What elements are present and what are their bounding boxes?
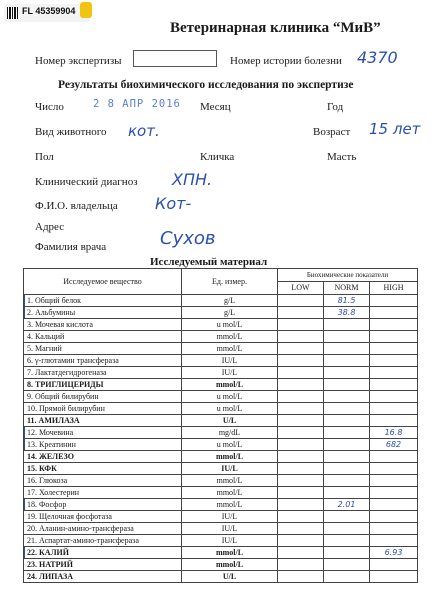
unit-cell: mmol/L <box>182 547 278 559</box>
high-cell <box>370 307 418 319</box>
high-cell <box>370 511 418 523</box>
norm-cell <box>324 439 370 451</box>
owner-label: Ф.И.О. владельца <box>35 200 118 212</box>
norm-cell: 38.8 <box>324 307 370 319</box>
norm-cell <box>324 547 370 559</box>
substance-cell: 14. ЖЕЛЕЗО <box>24 451 182 463</box>
col-group-header: Биохимические показатели <box>278 269 418 282</box>
unit-cell: mmol/L <box>182 451 278 463</box>
norm-cell <box>324 379 370 391</box>
table-row <box>24 343 418 355</box>
table-row <box>24 523 418 535</box>
yellow-sticker <box>80 2 92 18</box>
unit-cell: U/L <box>182 571 278 583</box>
substance-cell: 12. Мочевина <box>24 427 182 439</box>
table-row <box>24 415 418 427</box>
low-cell <box>278 547 324 559</box>
high-cell <box>370 415 418 427</box>
unit-cell: IU/L <box>182 511 278 523</box>
high-cell <box>370 451 418 463</box>
substance-cell: 10. Прямой билирубин <box>24 403 182 415</box>
norm-cell <box>324 415 370 427</box>
table-row <box>24 307 418 319</box>
unit-cell: u mol/L <box>182 391 278 403</box>
norm-cell <box>324 319 370 331</box>
material-title: Исследуемый материал <box>150 256 268 268</box>
table-row <box>24 559 418 571</box>
substance-cell: 8. ТРИГЛИЦЕРИДЫ <box>24 379 182 391</box>
unit-cell: mmol/L <box>182 343 278 355</box>
substance-cell: 9. Общий билирубин <box>24 391 182 403</box>
unit-cell: IU/L <box>182 523 278 535</box>
table-row <box>24 463 418 475</box>
clinic-title: Ветеринарная клиника “МиВ” <box>170 20 381 36</box>
table-row <box>24 367 418 379</box>
low-cell <box>278 427 324 439</box>
high-cell <box>370 391 418 403</box>
age-value: 15 лет <box>369 120 421 138</box>
substance-cell: 15. КФК <box>24 463 182 475</box>
low-cell <box>278 379 324 391</box>
table-row <box>24 355 418 367</box>
table-row <box>24 535 418 547</box>
norm-cell <box>324 487 370 499</box>
unit-cell: g/L <box>182 307 278 319</box>
unit-cell: mg/dL <box>182 427 278 439</box>
unit-cell: u mol/L <box>182 319 278 331</box>
high-cell <box>370 403 418 415</box>
high-cell <box>370 571 418 583</box>
high-cell <box>370 535 418 547</box>
coat-color-label: Масть <box>327 151 357 163</box>
table-row <box>24 331 418 343</box>
month-label: Месяц <box>200 101 231 113</box>
unit-cell: u mol/L <box>182 439 278 451</box>
unit-cell: mmol/L <box>182 475 278 487</box>
norm-cell <box>324 355 370 367</box>
year-label: Год <box>327 101 344 113</box>
col-low-header: LOW <box>278 282 324 295</box>
address-label: Адрес <box>35 221 65 233</box>
norm-cell <box>324 571 370 583</box>
barcode-text: FL 45359904 <box>22 6 76 16</box>
exam-number-field[interactable] <box>133 50 217 67</box>
low-cell <box>278 415 324 427</box>
norm-cell <box>324 403 370 415</box>
low-cell <box>278 391 324 403</box>
low-cell <box>278 487 324 499</box>
high-cell: 6.93 <box>370 547 418 559</box>
results-table <box>23 268 418 583</box>
norm-cell <box>324 559 370 571</box>
unit-cell: IU/L <box>182 463 278 475</box>
norm-cell <box>324 535 370 547</box>
low-cell <box>278 295 324 307</box>
table-row <box>24 499 418 511</box>
low-cell <box>278 559 324 571</box>
table-row <box>24 403 418 415</box>
norm-cell <box>324 427 370 439</box>
unit-cell: IU/L <box>182 535 278 547</box>
low-cell <box>278 571 324 583</box>
norm-cell <box>324 523 370 535</box>
substance-cell: 5. Магний <box>24 343 182 355</box>
doctor-label: Фамилия врача <box>35 241 107 253</box>
date-stamp: 2 8 АПР 2016 <box>93 98 181 110</box>
diagnosis-label: Клинический диагноз <box>35 176 138 188</box>
substance-cell: 4. Кальций <box>24 331 182 343</box>
substance-cell: 18. Фосфор <box>24 499 182 511</box>
col-substance-header: Исследуемое вещество <box>24 269 182 295</box>
low-cell <box>278 343 324 355</box>
substance-cell: 16. Глюкоза <box>24 475 182 487</box>
table-header-row <box>24 269 418 282</box>
diagnosis-value: ХПН. <box>172 170 213 189</box>
substance-cell: 3. Мочевая кислота <box>24 319 182 331</box>
norm-cell <box>324 367 370 379</box>
low-cell <box>278 319 324 331</box>
table-row <box>24 391 418 403</box>
high-cell <box>370 319 418 331</box>
low-cell <box>278 403 324 415</box>
low-cell <box>278 439 324 451</box>
substance-cell: 22. КАЛИЙ <box>24 547 182 559</box>
high-cell: 682 <box>370 439 418 451</box>
species-label: Вид животного <box>35 126 107 138</box>
substance-cell: 24. ЛИПАЗА <box>24 571 182 583</box>
unit-cell: IU/L <box>182 355 278 367</box>
high-cell <box>370 343 418 355</box>
unit-cell: mmol/L <box>182 331 278 343</box>
table-row <box>24 487 418 499</box>
low-cell <box>278 475 324 487</box>
high-cell <box>370 475 418 487</box>
high-cell <box>370 463 418 475</box>
low-cell <box>278 535 324 547</box>
substance-cell: 17. Холестерин <box>24 487 182 499</box>
low-cell <box>278 463 324 475</box>
substance-cell: 23. НАТРИЙ <box>24 559 182 571</box>
low-cell <box>278 511 324 523</box>
norm-cell <box>324 343 370 355</box>
table-row <box>24 439 418 451</box>
col-unit-header: Ед. измер. <box>182 269 278 295</box>
table-row <box>24 427 418 439</box>
unit-cell: mmol/L <box>182 499 278 511</box>
high-cell <box>370 559 418 571</box>
history-number-label: Номер истории болезни <box>230 55 342 67</box>
high-cell <box>370 355 418 367</box>
high-cell <box>370 367 418 379</box>
norm-cell <box>324 391 370 403</box>
low-cell <box>278 451 324 463</box>
substance-cell: 20. Аланин-амино-трансфераза <box>24 523 182 535</box>
table-row <box>24 547 418 559</box>
col-high-header: HIGH <box>370 282 418 295</box>
col-norm-header: NORM <box>324 282 370 295</box>
low-cell <box>278 331 324 343</box>
barcode-icon <box>7 7 19 19</box>
norm-cell <box>324 463 370 475</box>
high-cell <box>370 487 418 499</box>
high-cell <box>370 379 418 391</box>
owner-value: Кот- <box>155 194 192 213</box>
substance-cell: 6. γ-глютамин трансфераза <box>24 355 182 367</box>
low-cell <box>278 367 324 379</box>
substance-cell: 19. Щелочная фосфотаза <box>24 511 182 523</box>
doctor-value: Сухов <box>160 228 216 249</box>
table-row <box>24 475 418 487</box>
low-cell <box>278 523 324 535</box>
table-row <box>24 319 418 331</box>
high-cell: 16.8 <box>370 427 418 439</box>
table-row <box>24 379 418 391</box>
table-row <box>24 295 418 307</box>
unit-cell: g/L <box>182 295 278 307</box>
page-subtitle: Результаты биохимического исследования по экспертизе <box>58 79 354 91</box>
table-row <box>24 571 418 583</box>
substance-cell: 11. АМИЛАЗА <box>24 415 182 427</box>
norm-cell: 81.5 <box>324 295 370 307</box>
norm-cell <box>324 475 370 487</box>
unit-cell: mmol/L <box>182 379 278 391</box>
low-cell <box>278 307 324 319</box>
low-cell <box>278 355 324 367</box>
substance-cell: 7. Лактатдегидрогеназа <box>24 367 182 379</box>
barcode-label <box>4 4 90 22</box>
substance-cell: 21. Аспартат-амино-трансфераза <box>24 535 182 547</box>
table-row <box>24 511 418 523</box>
norm-cell: 2.01 <box>324 499 370 511</box>
norm-cell <box>324 451 370 463</box>
low-cell <box>278 499 324 511</box>
species-value: кот. <box>128 122 160 140</box>
substance-cell: 1. Общий белок <box>24 295 182 307</box>
unit-cell: IU/L <box>182 367 278 379</box>
substance-cell: 2. Альбумины <box>24 307 182 319</box>
high-cell <box>370 499 418 511</box>
unit-cell: U/L <box>182 415 278 427</box>
nickname-label: Кличка <box>200 151 235 163</box>
unit-cell: mmol/L <box>182 559 278 571</box>
norm-cell <box>324 511 370 523</box>
sex-label: Пол <box>35 151 54 163</box>
unit-cell: u mol/L <box>182 403 278 415</box>
high-cell <box>370 331 418 343</box>
table-row <box>24 451 418 463</box>
substance-cell: 13. Креатинин <box>24 439 182 451</box>
history-number-value: 4370 <box>357 48 398 67</box>
norm-cell <box>324 331 370 343</box>
age-label: Возраст <box>313 126 351 138</box>
exam-number-label: Номер экспертизы <box>35 55 122 67</box>
date-label: Число <box>35 101 64 113</box>
unit-cell: mmol/L <box>182 487 278 499</box>
high-cell <box>370 295 418 307</box>
high-cell <box>370 523 418 535</box>
